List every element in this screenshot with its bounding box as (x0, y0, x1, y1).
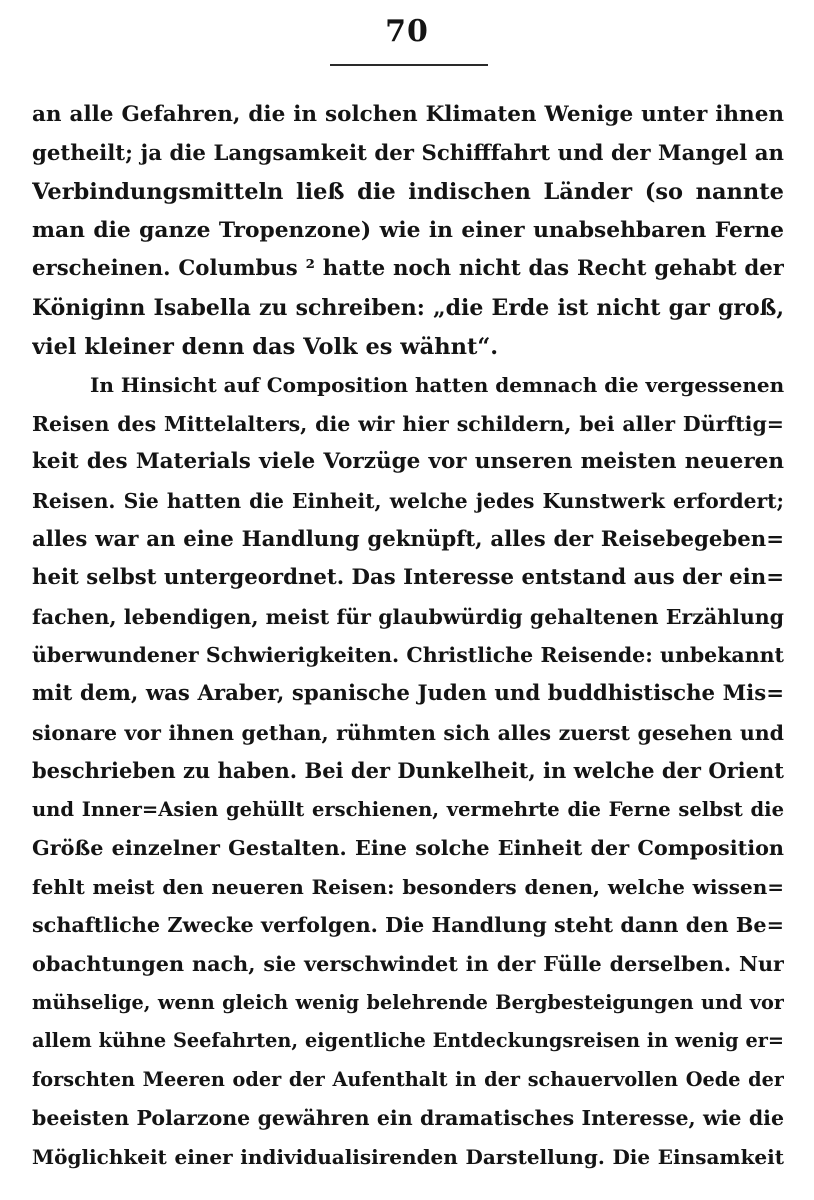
text-line: keit des Materials viele Vorzüge vor unseren meisten neueren (32, 449, 784, 475)
text-line: alles war an eine Handlung geknüpft, alles der Reisebegeben= (32, 526, 784, 552)
text-line: schaftliche Zwecke verfolgen. Die Handlung steht dann den Be= (32, 913, 784, 938)
text-line: Reisen. Sie hatten die Einheit, welche jedes Kunstwerk erfordert; (32, 488, 784, 513)
text-line: obachtungen nach, sie verschwindet in der Fülle derselben. Nur (32, 952, 784, 977)
page-number: 70 (385, 14, 429, 49)
text-line: getheilt; ja die Langsamkeit der Schifffahrt und der Mangel an (32, 140, 784, 166)
text-line: Verbindungsmitteln ließ die indischen Länder (so nannte (32, 179, 784, 206)
text-line: viel kleiner denn das Volk es wähnt“. (32, 333, 499, 360)
text-line: allem kühne Seefahrten, eigentliche Entdeckungsreisen in wenig er= (32, 1029, 784, 1053)
text-line: heit selbst untergeordnet. Das Interesse entstand aus der ein= (32, 565, 784, 591)
text-line: beschrieben zu haben. Bei der Dunkelheit, in welche der Orient (32, 758, 784, 784)
text-line: sionare vor ihnen gethan, rühmten sich alles zuerst gesehen und (32, 720, 784, 745)
text-line: an alle Gefahren, die in solchen Klimaten Wenige unter ihnen (32, 102, 784, 127)
text-line: Größe einzelner Gestalten. Eine solche Einheit der Composition (32, 836, 784, 861)
text-line: Reisen des Mittelalters, die wir hier schildern, bei aller Dürftig= (32, 411, 784, 436)
text-line: fehlt meist den neueren Reisen: besonders denen, welche wissen= (32, 874, 784, 899)
text-line: überwundener Schwierigkeiten. Christliche Reisende: unbekannt (32, 643, 784, 668)
paragraph-start-line: In Hinsicht auf Composition hatten demnach die vergessenen (90, 373, 784, 398)
header-rule (330, 64, 488, 66)
body-text (32, 96, 784, 1177)
text-line: mit dem, was Araber, spanische Juden und buddhistische Mis= (32, 680, 784, 706)
text-line: man die ganze Tropenzone) wie in einer unabsehbaren Ferne (32, 217, 784, 243)
text-line: fachen, lebendigen, meist für glaubwürdig gehaltenen Erzählung (32, 604, 784, 629)
text-line: und Inner=Asien gehüllt erschienen, vermehrte die Ferne selbst die (32, 797, 784, 821)
text-line: erscheinen. Columbus ² hatte noch nicht das Recht gehabt der (32, 256, 784, 282)
text-line: forschten Meeren oder der Aufenthalt in der schauervollen Oede der (32, 1067, 784, 1091)
text-line: Möglichkeit einer individualisirenden Darstellung. Die Einsamkeit (32, 1145, 784, 1170)
text-line: mühselige, wenn gleich wenig belehrende Bergbesteigungen und vor (32, 990, 784, 1014)
text-line: Königinn Isabella zu schreiben: „die Erde ist nicht gar groß, (32, 294, 784, 321)
text-line: beeisten Polarzone gewähren ein dramatisches Interesse, wie die (32, 1106, 784, 1131)
